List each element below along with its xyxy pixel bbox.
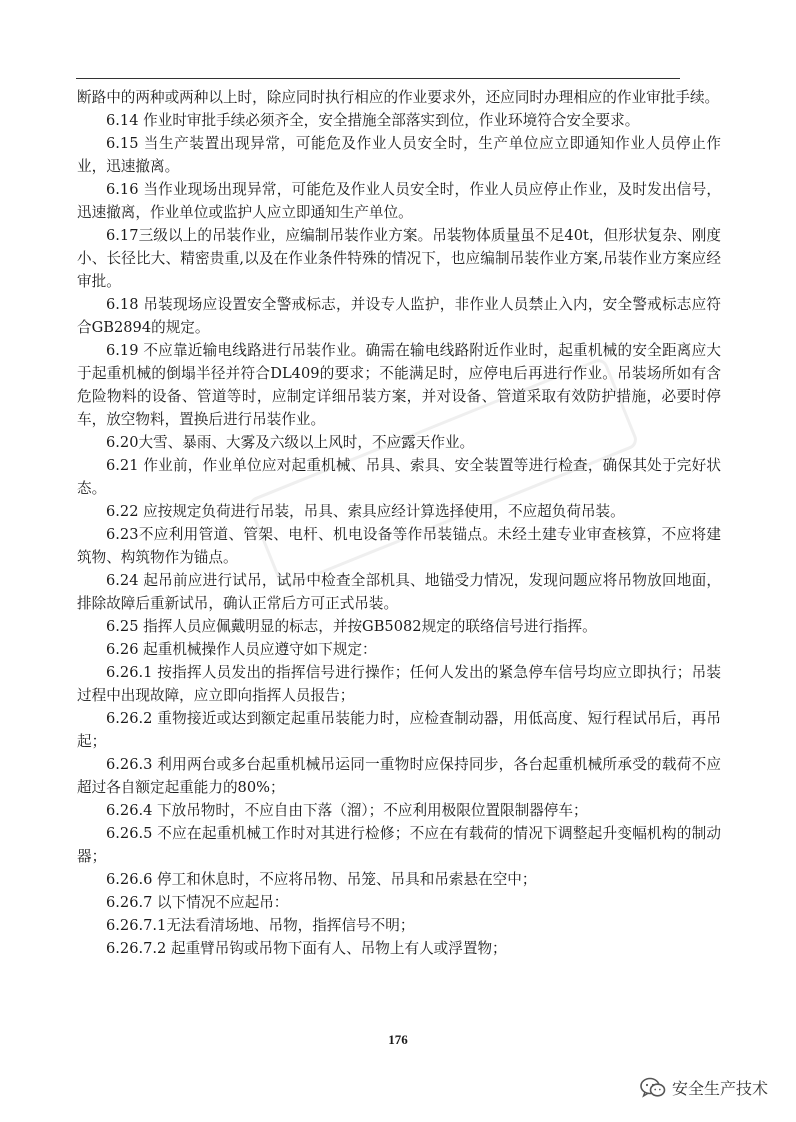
paragraph: 6.23不应利用管道、管架、电杆、机电设备等作吊装锚点。未经土建专业审查核算，不应将建筑物、构筑物作为锚点。: [77, 526, 721, 566]
paragraph: 6.20大雪、暴雨、大雾及六级以上风时，不应露天作业。: [106, 434, 475, 451]
paragraph: 6.16 当作业现场出现异常，可能危及作业人员安全时，作业人员应停止作业，及时发出信号，迅速撤离，作业单位或监护人应立即通知生产单位。: [77, 181, 721, 221]
wechat-icon: [640, 1077, 666, 1099]
paragraph: 6.26 起重机械操作人员应遵守如下规定：: [106, 641, 377, 658]
paragraph: 6.26.7 以下情况不应起吊：: [106, 894, 289, 911]
paragraph: 6.15 当生产装置出现异常，可能危及作业人员安全时，生产单位应立即通知作业人员停止作业，迅速撤离。: [77, 135, 721, 175]
brand-name: 安全生产技术: [671, 1079, 768, 1098]
paragraph: 6.26.5 不应在起重机械工作时对其进行检修；不应在有载荷的情况下调整起升变幅机构的制动器；: [77, 825, 721, 865]
paragraph: 6.26.1 按指挥人员发出的指挥信号进行操作；任何人发出的紧急停车信号均应立即执行；吊装过程中出现故障，应立即向指挥人员报告；: [77, 664, 721, 704]
paragraph: 6.26.2 重物接近或达到额定起重吊装能力时，应检查制动器，用低高度、短行程试吊后，再吊起；: [77, 710, 721, 750]
paragraph: 6.26.3 利用两台或多台起重机械吊运同一重物时应保持同步，各台起重机械所承受的载荷不应超过各自额定起重能力的80%；: [77, 756, 721, 796]
paragraph: 6.25 指挥人员应佩戴明显的标志，并按GB5082规定的联络信号进行指挥。: [106, 618, 597, 635]
paragraph: 6.21 作业前，作业单位应对起重机械、吊具、索具、安全装置等进行检查，确保其处于完好状态。: [77, 457, 721, 497]
paragraph: 6.26.6 停工和休息时，不应将吊物、吊笼、吊具和吊索悬在空中；: [106, 871, 537, 888]
brand-footer: [640, 1076, 768, 1099]
paragraph: 6.26.7.1无法看清场地、吊物，指挥信号不明；: [106, 917, 415, 934]
paragraph: 6.17三级以上的吊装作业，应编制吊装作业方案。吊装物体质量虽不足40t，但形状复杂、刚度小、长径比大、精密贵重,以及在作业条件特殊的情况下，也应编制吊装作业方案,吊装作业方案应经审批。: [77, 227, 721, 290]
body-text: [77, 86, 721, 960]
paragraph: 6.14 作业时审批手续必须齐全，安全措施全部落实到位，作业环境符合安全要求。: [106, 112, 640, 129]
page-number: 176: [388, 1032, 408, 1047]
paragraph: 6.19 不应靠近输电线路进行吊装作业。确需在输电线路附近作业时，起重机械的安全距离应大于起重机械的倒塌半径并符合DL409的要求；不能满足时，应停电后再进行作业。吊装场所如有含危险物料的设备、管道等时，应制定详细吊装方案，并对设备、管道采取有效防护措施，必要时停车，放空物料，置换后进行吊装作业。: [77, 342, 721, 428]
header-rule: [76, 78, 680, 79]
paragraph: 断路中的两种或两种以上时，除应同时执行相应的作业要求外，还应同时办理相应的作业审批手续。: [77, 89, 720, 106]
paragraph: 6.24 起吊前应进行试吊，试吊中检查全部机具、地锚受力情况，发现问题应将吊物放回地面，排除故障后重新试吊，确认正常后方可正式吊装。: [77, 572, 721, 612]
paragraph: 6.26.4 下放吊物时，不应自由下落（溜）；不应利用极限位置限制器停车；: [106, 802, 588, 819]
paragraph: 6.18 吊装现场应设置安全警戒标志，并设专人监护，非作业人员禁止入内，安全警戒标志应符合GB2894的规定。: [77, 296, 721, 336]
paragraph: 6.26.7.2 起重臂吊钩或吊物下面有人、吊物上有人或浮置物；: [106, 940, 507, 957]
paragraph: 6.22 应按规定负荷进行吊装，吊具、索具应经计算选择使用，不应超负荷吊装。: [106, 503, 625, 520]
